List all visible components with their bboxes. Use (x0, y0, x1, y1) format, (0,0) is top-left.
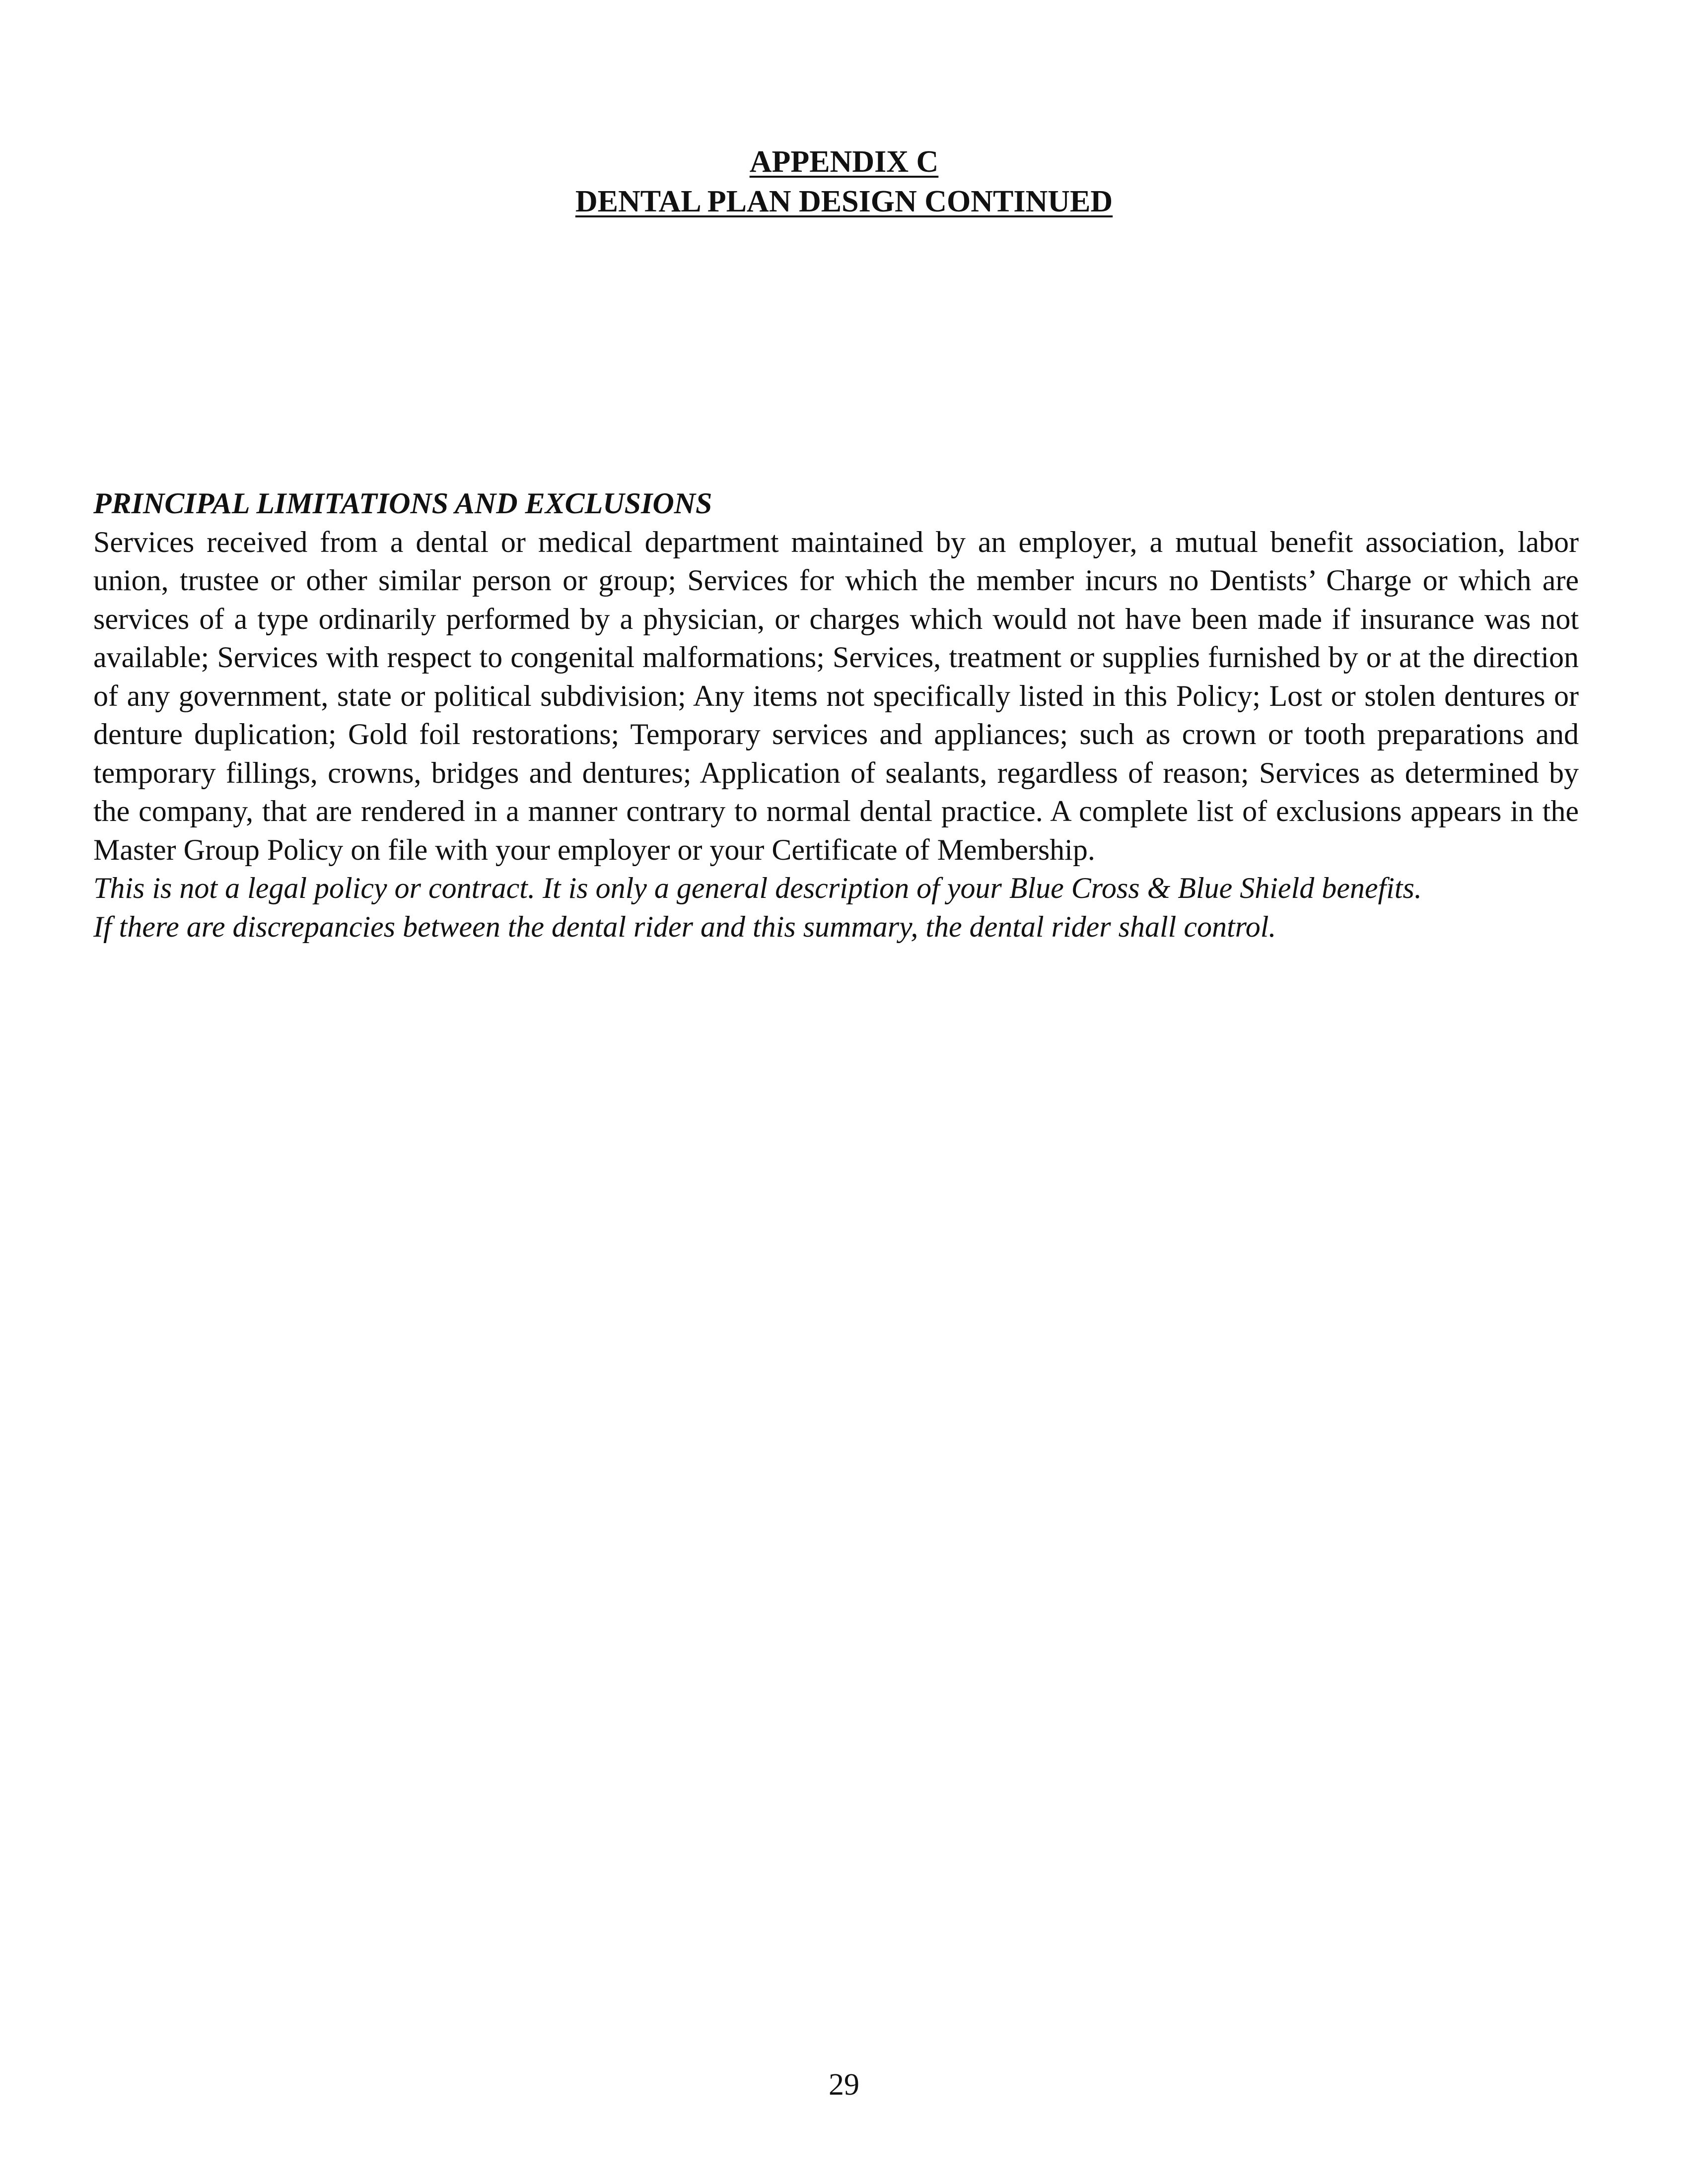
page-number: 29 (829, 2068, 859, 2102)
appendix-subtitle: DENTAL PLAN DESIGN CONTINUED (575, 185, 1113, 218)
appendix-title: APPENDIX C (749, 145, 939, 179)
limitations-section (93, 484, 1579, 946)
disclaimer-line-2: If there are discrepancies between the dental rider and this summary, the dental rider shall control. (93, 910, 1276, 943)
section-title: PRINCIPAL LIMITATIONS AND EXCLUSIONS (93, 487, 712, 520)
disclaimer-line-1: This is not a legal policy or contract. It is only a general description of your Blue Cross & Blue Shield benefits. (93, 872, 1422, 904)
page-header (0, 142, 1688, 221)
exclusions-paragraph: Services received from a dental or medical department maintained by an employer, a mutual benefit association, labor union, trustee or other similar person or group; Services for which the member incurs no Dentists’ Charge or which are services of a type ordinarily performed by a physician, or charges which would not have been made if insurance was not available; Services with respect to congenital malformations; Services, treatment or supplies furnished by or at the direction of any government, state or political subdivision; Any items not specifically listed in this Policy; Lost or stolen dentures or denture duplication; Gold foil restorations; Temporary services and appliances; such as crown or tooth preparations and temporary fillings, crowns, bridges and dentures; Application of sealants, regardless of reason; Services as determined by the company, that are rendered in a manner contrary to normal dental practice. A complete list of exclusions appears in the Master Group Policy on file with your employer or your Certificate of Membership. (93, 525, 1579, 866)
